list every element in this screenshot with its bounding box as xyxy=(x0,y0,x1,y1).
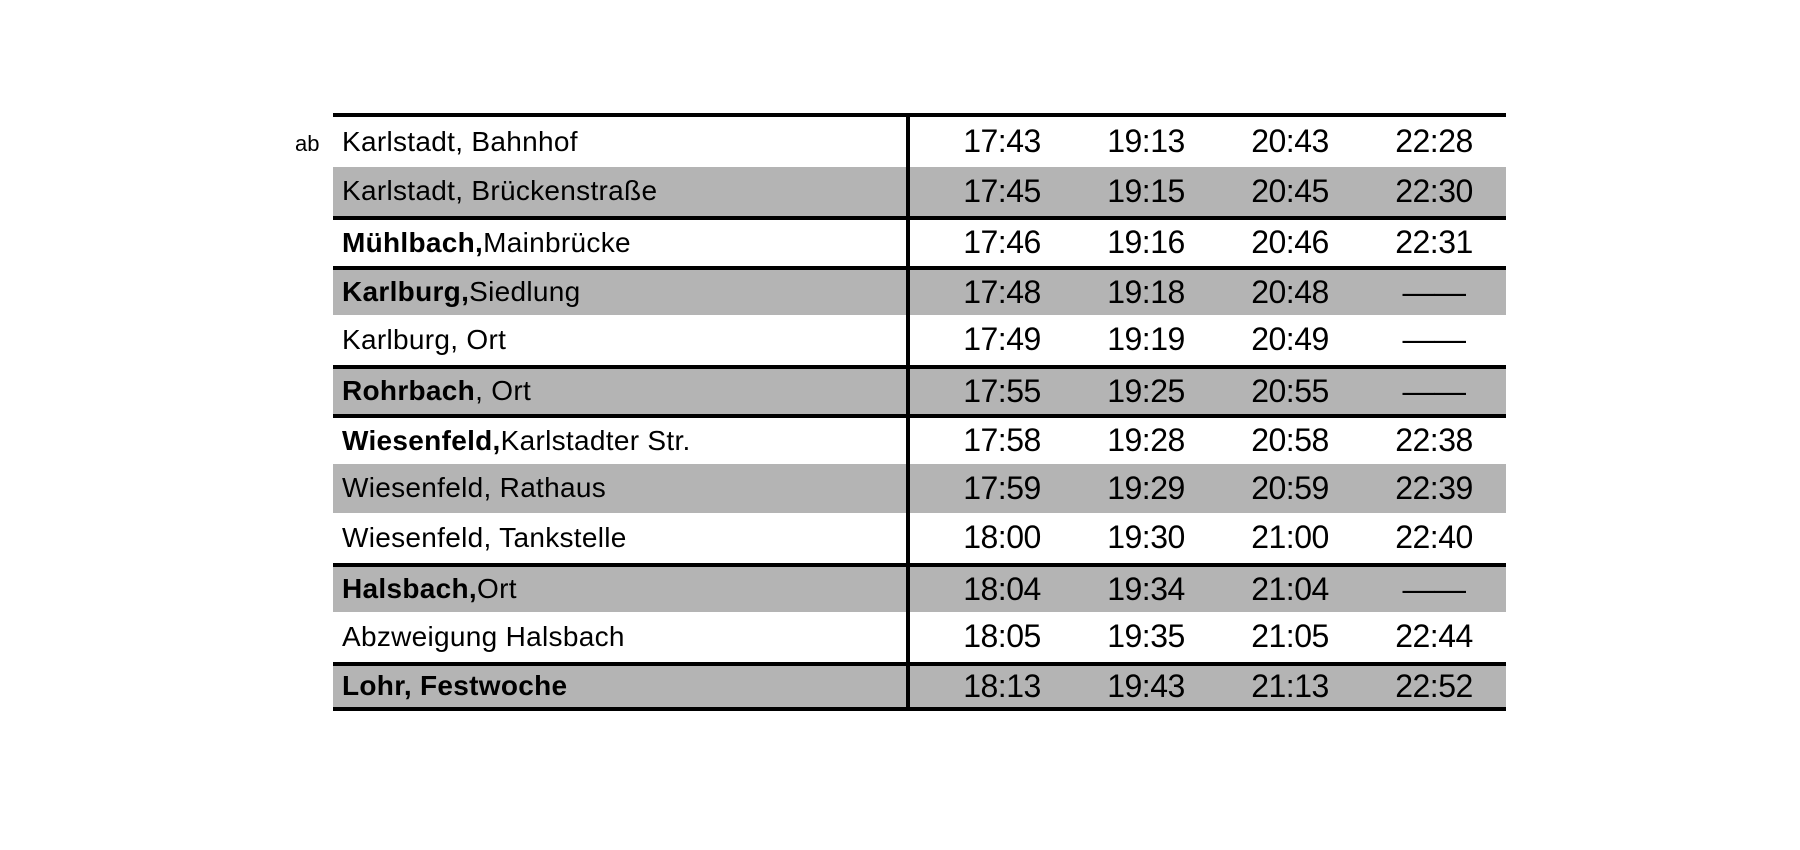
departure-time: 22:44 xyxy=(1395,618,1473,655)
departure-time: 17:45 xyxy=(963,172,1041,209)
departure-time: 20:46 xyxy=(1251,224,1329,261)
stop-name xyxy=(333,513,910,563)
stop-place: Rohrbach xyxy=(342,375,476,407)
departure-time: 19:30 xyxy=(1107,519,1185,556)
departure-time: 22:30 xyxy=(1395,172,1473,209)
departure-time: 17:46 xyxy=(963,224,1041,261)
stop-place: Halsbach, xyxy=(342,573,477,605)
departure-time: 18:00 xyxy=(963,519,1041,556)
stop-place: Wiesenfeld, xyxy=(342,424,501,456)
departure-time: 20:55 xyxy=(1251,372,1329,409)
stop-name xyxy=(333,220,910,266)
departure-time: 20:58 xyxy=(1251,422,1329,459)
stop-label: Mainbrücke xyxy=(483,226,631,258)
stop-name xyxy=(333,167,910,217)
timetable xyxy=(295,113,1506,711)
stop-label: Abzweigung Halsbach xyxy=(342,620,625,652)
timetable-row xyxy=(333,365,1506,415)
stop-label: Karlstadt, Brückenstraße xyxy=(342,175,658,207)
departure-time: 17:59 xyxy=(963,469,1041,506)
departure-time: 18:05 xyxy=(963,618,1041,655)
stop-place: Mühlbach, xyxy=(342,226,484,258)
stop-name xyxy=(333,117,910,167)
timetable-row xyxy=(333,662,1506,712)
departure-time: 21:00 xyxy=(1251,519,1329,556)
stop-label: , Ort xyxy=(475,375,532,407)
departure-time: 19:25 xyxy=(1107,372,1185,409)
departure-time: 17:58 xyxy=(963,422,1041,459)
stop-name xyxy=(333,315,910,365)
departure-time: 19:18 xyxy=(1107,273,1185,310)
stop-place: Lohr, Festwoche xyxy=(342,670,568,702)
departure-time: 19:15 xyxy=(1107,172,1185,209)
stop-name xyxy=(333,567,910,613)
departure-time: 20:59 xyxy=(1251,469,1329,506)
timetable-row xyxy=(333,563,1506,613)
timetable-row xyxy=(333,414,1506,464)
departure-time: 19:19 xyxy=(1107,321,1185,358)
departure-time: 19:29 xyxy=(1107,469,1185,506)
timetable-row xyxy=(333,612,1506,662)
stop-label: Wiesenfeld, Rathaus xyxy=(342,472,607,504)
stop-name xyxy=(333,612,910,662)
departure-time: 17:43 xyxy=(963,123,1041,160)
departure-time: 20:45 xyxy=(1251,172,1329,209)
stop-name xyxy=(333,666,910,708)
departure-time: 19:34 xyxy=(1107,570,1185,607)
stop-label: Karlburg, Ort xyxy=(342,323,507,355)
stop-label: Wiesenfeld, Tankstelle xyxy=(342,521,627,553)
timetable-row xyxy=(333,216,1506,266)
no-service-dash: —— xyxy=(1402,570,1466,607)
stop-label: Karlstadt, Bahnhof xyxy=(342,125,578,157)
departure-time: 22:31 xyxy=(1395,224,1473,261)
departure-time: 19:43 xyxy=(1107,667,1185,704)
departure-time: 21:05 xyxy=(1251,618,1329,655)
stop-label: Siedlung xyxy=(469,276,581,308)
stop-name xyxy=(333,270,910,316)
no-service-dash: —— xyxy=(1402,273,1466,310)
stop-label: Ort xyxy=(476,573,517,605)
departure-time: 22:38 xyxy=(1395,422,1473,459)
stop-place: Karlburg, xyxy=(342,276,470,308)
departure-time: 17:48 xyxy=(963,273,1041,310)
timetable-row xyxy=(333,167,1506,217)
timetable-row xyxy=(295,117,1506,167)
timetable-row xyxy=(333,315,1506,365)
departure-time: 22:52 xyxy=(1395,667,1473,704)
departure-time: 17:49 xyxy=(963,321,1041,358)
stop-name xyxy=(333,418,910,464)
timetable-row xyxy=(333,464,1506,514)
departure-time: 22:28 xyxy=(1395,123,1473,160)
departure-time: 19:16 xyxy=(1107,224,1185,261)
stop-name xyxy=(333,369,910,415)
stop-name xyxy=(333,464,910,514)
no-service-dash: —— xyxy=(1402,321,1466,358)
departure-time: 17:55 xyxy=(963,372,1041,409)
stop-label: Karlstadter Str. xyxy=(500,424,691,456)
departure-time: 21:04 xyxy=(1251,570,1329,607)
departure-time: 19:28 xyxy=(1107,422,1185,459)
departure-time: 20:48 xyxy=(1251,273,1329,310)
departure-time: 19:35 xyxy=(1107,618,1185,655)
departure-time: 20:43 xyxy=(1251,123,1329,160)
timetable-row xyxy=(333,513,1506,563)
timetable-row xyxy=(333,266,1506,316)
no-service-dash: —— xyxy=(1402,372,1466,409)
departure-time: 22:40 xyxy=(1395,519,1473,556)
departure-marker: ab xyxy=(295,131,320,156)
departure-time: 22:39 xyxy=(1395,469,1473,506)
departure-time: 18:04 xyxy=(963,570,1041,607)
departure-time: 21:13 xyxy=(1251,667,1329,704)
departure-time: 18:13 xyxy=(963,667,1041,704)
departure-time: 19:13 xyxy=(1107,123,1185,160)
departure-time: 20:49 xyxy=(1251,321,1329,358)
